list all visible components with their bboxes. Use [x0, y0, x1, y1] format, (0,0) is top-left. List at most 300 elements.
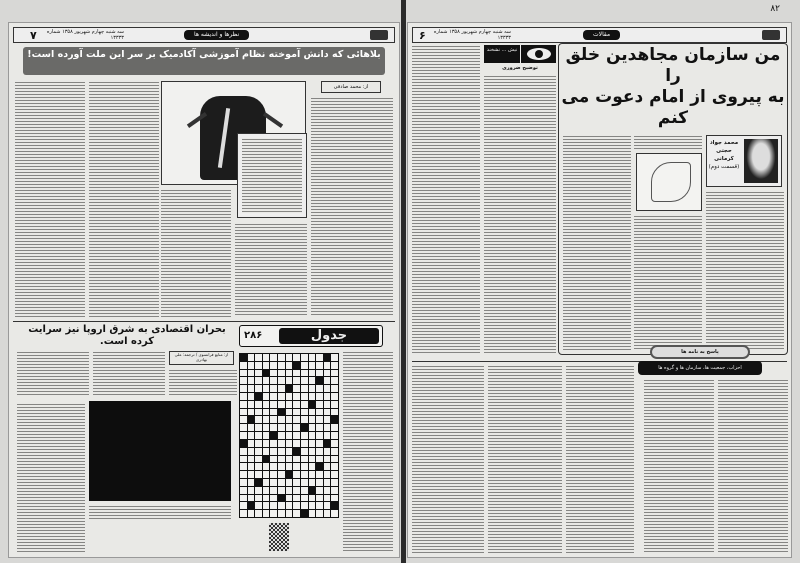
- crossword-cell: [255, 354, 262, 361]
- crossword-cell: [331, 448, 338, 455]
- crossword-cell: [293, 440, 300, 447]
- right-page-number: ۶: [419, 29, 426, 42]
- crossword-cell: [286, 471, 293, 478]
- right-section-label: مقالات: [583, 30, 620, 40]
- crossword-cell: [240, 463, 247, 470]
- crossword-cell: [248, 393, 255, 400]
- crossword-cell: [331, 440, 338, 447]
- crossword-cell: [270, 416, 277, 423]
- crossword-cell: [301, 432, 308, 439]
- crossword-cell: [255, 401, 262, 408]
- crossword-cell: [309, 370, 316, 377]
- crossword-cell: [255, 362, 262, 369]
- crossword-cell: [278, 409, 285, 416]
- crossword-cell: [301, 393, 308, 400]
- crossword-cell: [263, 448, 270, 455]
- crossword-cell: [263, 487, 270, 494]
- crossword-cell: [270, 487, 277, 494]
- crossword-cell: [309, 495, 316, 502]
- crossword-cell: [331, 416, 338, 423]
- author-name: محمد جواد حجتی کرمانی: [709, 140, 739, 162]
- crossword-cell: [309, 479, 316, 486]
- crossword-cell: [255, 510, 262, 517]
- crossword-cell: [324, 377, 331, 384]
- crossword-cell: [278, 416, 285, 423]
- crossword-cell: [278, 487, 285, 494]
- crossword-cell: [240, 448, 247, 455]
- crossword-cell: [286, 370, 293, 377]
- text-column: [169, 369, 237, 397]
- crossword-cell: [301, 495, 308, 502]
- crossword-cell: [248, 440, 255, 447]
- crossword-cell: [278, 354, 285, 361]
- eye-icon: [520, 45, 556, 63]
- eye-box-title: نیش ... نشخند: [484, 45, 520, 63]
- sketch-illustration: [636, 153, 702, 211]
- crossword-cell: [255, 495, 262, 502]
- crossword-cell: [263, 416, 270, 423]
- crossword-cell: [270, 362, 277, 369]
- crossword-cell: [324, 456, 331, 463]
- crossword-cell: [263, 502, 270, 509]
- crossword-cell: [309, 416, 316, 423]
- crossword-cell: [316, 448, 323, 455]
- crossword-cell: [240, 440, 247, 447]
- crossword-cell: [324, 393, 331, 400]
- crossword-cell: [316, 479, 323, 486]
- crossword-cell: [278, 401, 285, 408]
- crossword-cell: [240, 377, 247, 384]
- crossword-cell: [248, 409, 255, 416]
- crossword-cell: [331, 456, 338, 463]
- crossword-cell: [309, 424, 316, 431]
- crossword-cell: [255, 463, 262, 470]
- crossword-cell: [286, 479, 293, 486]
- crossword-cell: [331, 432, 338, 439]
- crossword-cell: [248, 370, 255, 377]
- crossword-cell: [263, 409, 270, 416]
- crossword-cell: [331, 385, 338, 392]
- crossword-cell: [286, 510, 293, 517]
- text-column: [718, 379, 788, 553]
- crossword-cell: [324, 479, 331, 486]
- crossword-cell: [278, 393, 285, 400]
- crossword-cell: [309, 510, 316, 517]
- crossword-cell: [286, 487, 293, 494]
- crossword-cell: [263, 495, 270, 502]
- text-column: [566, 365, 634, 553]
- crossword-cell: [248, 502, 255, 509]
- crossword-cell: [270, 440, 277, 447]
- crossword-cell: [240, 424, 247, 431]
- crossword-cell: [286, 440, 293, 447]
- crossword-cell: [270, 510, 277, 517]
- crossword-cell: [263, 385, 270, 392]
- pattern-graphic: [269, 523, 289, 551]
- newspaper-logo: [762, 30, 780, 40]
- crossword-cell: [316, 377, 323, 384]
- crossword-cell: [286, 354, 293, 361]
- crossword-cell: [263, 362, 270, 369]
- crossword-cell: [316, 487, 323, 494]
- crossword-cell: [286, 393, 293, 400]
- crossword-cell: [270, 370, 277, 377]
- crossword-cell: [293, 416, 300, 423]
- crossword-cell: [263, 354, 270, 361]
- crossword-cell: [263, 479, 270, 486]
- text-column: [311, 97, 393, 317]
- crossword-cell: [293, 393, 300, 400]
- crossword-cell: [240, 502, 247, 509]
- crossword-cell: [278, 432, 285, 439]
- right-page-date: سه شنبه چهارم شهریور ۱۳۵۸ شماره ۱۳۳۳۳: [433, 29, 511, 41]
- headline-line-1: من سازمان مجاهدین خلق را: [565, 45, 781, 86]
- newspaper-logo: [370, 30, 388, 40]
- author-note: (قسمت دوم): [708, 164, 740, 170]
- crossword-cell: [270, 377, 277, 384]
- crossword-cell: [293, 409, 300, 416]
- crossword-cell: [255, 456, 262, 463]
- crossword-cell: [316, 456, 323, 463]
- crossword-cell: [331, 409, 338, 416]
- crossword-cell: [309, 448, 316, 455]
- crossword-cell: [309, 432, 316, 439]
- crossword-cell: [324, 502, 331, 509]
- crossword-cell: [263, 424, 270, 431]
- crossword-cell: [255, 487, 262, 494]
- crossword-cell: [270, 456, 277, 463]
- crossword-cell: [255, 471, 262, 478]
- crossword-cell: [316, 354, 323, 361]
- crossword-cell: [293, 463, 300, 470]
- crossword-cell: [270, 393, 277, 400]
- crossword-cell: [301, 354, 308, 361]
- left-page-header: [13, 27, 395, 43]
- crossword-header: [239, 325, 383, 347]
- crossword-cell: [331, 502, 338, 509]
- crossword-cell: [278, 424, 285, 431]
- crossword-cell: [309, 502, 316, 509]
- crossword-cell: [278, 479, 285, 486]
- crossword-cell: [293, 487, 300, 494]
- author-box: [706, 135, 782, 187]
- text-column: [161, 189, 231, 317]
- crossword-cell: [286, 409, 293, 416]
- crossword-cell: [278, 456, 285, 463]
- crossword-cell: [316, 385, 323, 392]
- crossword-cell: [324, 416, 331, 423]
- crossword-cell: [240, 354, 247, 361]
- crossword-cell: [255, 409, 262, 416]
- crossword-cell: [301, 385, 308, 392]
- crossword-cell: [248, 401, 255, 408]
- crossword-cell: [324, 495, 331, 502]
- crossword-title: جدول: [279, 328, 379, 344]
- crossword-cell: [248, 448, 255, 455]
- crossword-cell: [255, 385, 262, 392]
- crossword-cell: [278, 377, 285, 384]
- text-column: [17, 403, 85, 552]
- text-column: [563, 135, 631, 351]
- crossword-cell: [248, 471, 255, 478]
- crossword-cell: [309, 401, 316, 408]
- crossword-cell: [293, 377, 300, 384]
- crossword-cell: [240, 495, 247, 502]
- crossword-cell: [293, 510, 300, 517]
- economy-source: از: منابع فرانسوی / ترجمه: علی بهادری: [169, 351, 234, 365]
- crossword-cell: [293, 362, 300, 369]
- crossword-cell: [331, 424, 338, 431]
- crossword-cell: [255, 440, 262, 447]
- crossword-cell: [278, 495, 285, 502]
- crossword-cell: [301, 409, 308, 416]
- crossword-cell: [331, 362, 338, 369]
- text-column: [706, 191, 784, 351]
- author-photo: [744, 139, 778, 183]
- text-column: [93, 351, 165, 397]
- crossword-cell: [278, 448, 285, 455]
- crossword-cell: [331, 401, 338, 408]
- crossword-cell: [240, 409, 247, 416]
- crossword-cell: [240, 370, 247, 377]
- crossword-cell: [278, 471, 285, 478]
- crossword-cell: [248, 432, 255, 439]
- text-column: [484, 75, 556, 353]
- crossword-cell: [331, 370, 338, 377]
- crossword-cell: [316, 463, 323, 470]
- crossword-cell: [293, 385, 300, 392]
- crossword-cell: [316, 416, 323, 423]
- crossword-cell: [240, 362, 247, 369]
- banner-bottom: احزاب، جمعیت ها، سازمان ها و گروه ها: [638, 361, 762, 375]
- crossword-cell: [316, 432, 323, 439]
- crossword-cell: [331, 510, 338, 517]
- crossword-cell: [278, 440, 285, 447]
- crossword-cell: [248, 463, 255, 470]
- crossword-cell: [286, 456, 293, 463]
- crossword-cell: [301, 440, 308, 447]
- crossword-cell: [263, 401, 270, 408]
- crossword-cell: [331, 495, 338, 502]
- crossword-cell: [293, 495, 300, 502]
- crossword-cell: [248, 479, 255, 486]
- crossword-cell: [263, 440, 270, 447]
- eye-box: [484, 45, 556, 63]
- crossword-cell: [263, 456, 270, 463]
- crossword-cell: [324, 424, 331, 431]
- dark-photo: [89, 401, 231, 501]
- crossword-cell: [248, 487, 255, 494]
- text-column: [412, 365, 484, 553]
- crossword-cell: [270, 354, 277, 361]
- crossword-cell: [309, 377, 316, 384]
- crossword-cell: [240, 416, 247, 423]
- left-page-number: ۷: [30, 29, 37, 42]
- crossword-cell: [286, 432, 293, 439]
- crossword-cell: [301, 487, 308, 494]
- crossword-cell: [316, 393, 323, 400]
- crossword-cell: [255, 416, 262, 423]
- crossword-cell: [324, 463, 331, 470]
- crossword-cell: [240, 487, 247, 494]
- crossword-cell: [270, 495, 277, 502]
- crossword-cell: [263, 393, 270, 400]
- crossword-cell: [248, 385, 255, 392]
- crossword-cell: [316, 401, 323, 408]
- crossword-cell: [270, 448, 277, 455]
- crossword-cell: [278, 362, 285, 369]
- crossword-cell: [270, 479, 277, 486]
- crossword-cell: [309, 409, 316, 416]
- crossword-cell: [324, 385, 331, 392]
- crossword-cell: [301, 456, 308, 463]
- right-page: [407, 22, 792, 558]
- text-column: [343, 351, 393, 551]
- crossword-cell: [331, 463, 338, 470]
- crossword-grid: [239, 353, 339, 518]
- crossword-cell: [270, 409, 277, 416]
- crossword-cell: [240, 479, 247, 486]
- crossword-cell: [324, 409, 331, 416]
- crossword-cell: [316, 502, 323, 509]
- headline-line-2: به پیروی از امام دعوت می کنم: [561, 87, 785, 128]
- crossword-cell: [293, 424, 300, 431]
- crossword-cell: [255, 377, 262, 384]
- crossword-cell: [309, 471, 316, 478]
- crossword-cell: [240, 393, 247, 400]
- crossword-cell: [324, 471, 331, 478]
- crossword-cell: [286, 401, 293, 408]
- crossword-cell: [270, 385, 277, 392]
- right-page-header: [412, 27, 787, 43]
- crossword-cell: [286, 385, 293, 392]
- crossword-cell: [286, 416, 293, 423]
- crossword-cell: [255, 432, 262, 439]
- crossword-cell: [278, 510, 285, 517]
- crossword-cell: [248, 456, 255, 463]
- crossword-cell: [316, 370, 323, 377]
- crossword-cell: [331, 354, 338, 361]
- crossword-cell: [255, 393, 262, 400]
- banner-top: پاسخ به نامه ها: [650, 345, 750, 359]
- crossword-cell: [255, 424, 262, 431]
- economy-headline: بحران اقتصادی به شرق اروپا نیز سرایت کرده است.: [28, 324, 226, 347]
- crossword-cell: [324, 448, 331, 455]
- crossword-cell: [301, 448, 308, 455]
- crossword-cell: [309, 456, 316, 463]
- crossword-cell: [270, 471, 277, 478]
- crossword-cell: [331, 377, 338, 384]
- corner-number: ۸۲: [770, 4, 780, 14]
- crossword-cell: [255, 448, 262, 455]
- quote-box: [237, 133, 307, 218]
- left-page: [8, 22, 400, 558]
- crossword-cell: [309, 362, 316, 369]
- crossword-cell: [286, 502, 293, 509]
- crossword-cell: [286, 424, 293, 431]
- crossword-cell: [301, 463, 308, 470]
- crossword-cell: [263, 370, 270, 377]
- crossword-cell: [301, 510, 308, 517]
- crossword-cell: [263, 463, 270, 470]
- crossword-cell: [270, 401, 277, 408]
- page-spine: [401, 0, 406, 563]
- crossword-cell: [286, 377, 293, 384]
- byline-box: از: محمد صادقی: [321, 81, 381, 93]
- crossword-cell: [301, 502, 308, 509]
- text-column: [17, 351, 89, 397]
- crossword-cell: [301, 416, 308, 423]
- crossword-number: ۲۸۶: [244, 330, 263, 341]
- crossword-cell: [248, 377, 255, 384]
- crossword-cell: [331, 393, 338, 400]
- crossword-cell: [293, 471, 300, 478]
- crossword-cell: [301, 471, 308, 478]
- crossword-cell: [263, 510, 270, 517]
- crossword-cell: [248, 510, 255, 517]
- crossword-cell: [270, 502, 277, 509]
- crossword-cell: [278, 385, 285, 392]
- crossword-cell: [278, 502, 285, 509]
- crossword-cell: [278, 370, 285, 377]
- crossword-cell: [316, 510, 323, 517]
- left-page-date: سه شنبه چهارم شهریور ۱۳۵۸ شماره ۱۳۳۳۳: [46, 29, 124, 41]
- text-column: [15, 81, 85, 317]
- crossword-cell: [263, 432, 270, 439]
- crossword-cell: [316, 495, 323, 502]
- crossword-cell: [240, 432, 247, 439]
- crossword-cell: [270, 424, 277, 431]
- crossword-cell: [278, 463, 285, 470]
- crossword-cell: [293, 502, 300, 509]
- crossword-cell: [248, 424, 255, 431]
- crossword-cell: [324, 354, 331, 361]
- crossword-cell: [316, 440, 323, 447]
- crossword-cell: [248, 495, 255, 502]
- crossword-cell: [324, 362, 331, 369]
- text-column: [634, 215, 702, 351]
- crossword-cell: [309, 487, 316, 494]
- crossword-cell: [293, 354, 300, 361]
- crossword-cell: [286, 448, 293, 455]
- crossword-cell: [240, 456, 247, 463]
- crossword-cell: [316, 471, 323, 478]
- main-headline: [560, 45, 786, 129]
- crossword-cell: [316, 424, 323, 431]
- text-column: [89, 81, 159, 317]
- crossword-cell: [255, 479, 262, 486]
- crossword-cell: [248, 416, 255, 423]
- crossword-cell: [270, 432, 277, 439]
- left-section-label: نظرها و اندیشه ها: [184, 30, 249, 40]
- crossword-cell: [309, 440, 316, 447]
- text-column: [488, 365, 562, 553]
- crossword-cell: [331, 471, 338, 478]
- crossword-cell: [286, 495, 293, 502]
- crossword-cell: [301, 377, 308, 384]
- text-column: [644, 379, 714, 553]
- crossword-cell: [270, 463, 277, 470]
- crossword-cell: [286, 463, 293, 470]
- text-column: [235, 223, 307, 317]
- crossword-cell: [324, 487, 331, 494]
- crossword-cell: [240, 385, 247, 392]
- crossword-cell: [293, 479, 300, 486]
- text-column: [634, 135, 702, 149]
- crossword-cell: [301, 479, 308, 486]
- crossword-cell: [331, 479, 338, 486]
- crossword-cell: [316, 362, 323, 369]
